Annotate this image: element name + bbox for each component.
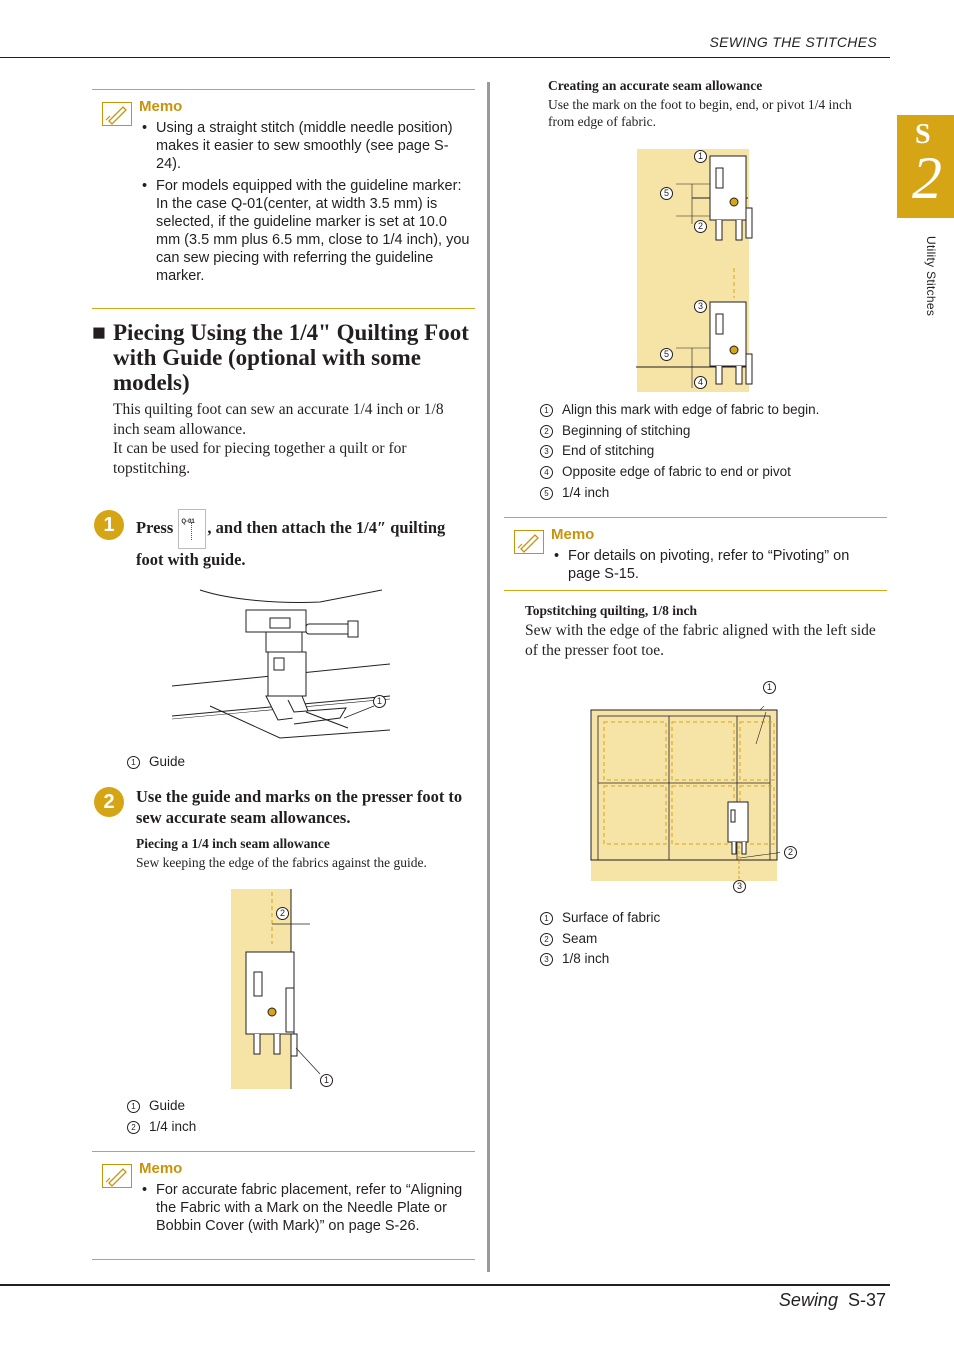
footer-rule — [0, 1284, 890, 1286]
stitch-key-q01[interactable] — [178, 509, 206, 549]
chapter-tab-number: 2 — [912, 145, 942, 211]
legend-item — [540, 441, 819, 462]
legend-label: 1/8 inch — [562, 951, 610, 967]
column-divider — [487, 82, 490, 1272]
callout-align-mark: 1 — [694, 150, 707, 163]
memo-title: Memo — [139, 1160, 183, 1177]
legend-item — [127, 1117, 196, 1138]
subsection-body: Sew with the edge of the fabric aligned with the left side of the presser foot toe. — [525, 622, 876, 659]
legend-item — [540, 462, 819, 483]
memo-note-icon — [102, 1164, 132, 1188]
memo-list — [142, 1181, 464, 1235]
legend-number: 5 — [540, 487, 553, 500]
legend-item — [127, 752, 185, 773]
subsection-body: Sew keeping the edge of the fabrics against the guide. — [136, 855, 427, 870]
callout-end-stitching: 3 — [694, 300, 707, 313]
memo-item: • For models equipped with the guideline marker: In the case Q-01(center, at width 3.5 mm) is selected, if the guideline marker is set at 10.0 mm (3.5 mm plus 6.5 mm, close to 1/4 inch), you can sew piecing with referring the guideline marker. — [142, 177, 472, 285]
legend-label: End of stitching — [562, 443, 655, 459]
memo-item: • For details on pivoting, refer to “Pivoting” on page S-15. — [554, 547, 874, 583]
callout-eighth-inch: 3 — [733, 880, 746, 893]
stitch-key-label: Q-01 — [181, 519, 195, 525]
step-instruction — [136, 509, 476, 570]
legend-item — [540, 400, 819, 421]
stitch-key-line-icon — [191, 522, 193, 540]
callout-guide: 1 — [320, 1074, 333, 1087]
memo-title: Memo — [551, 526, 595, 543]
quilting-foot-illustration — [170, 588, 392, 744]
legend-number: 3 — [540, 953, 553, 966]
memo-title: Memo — [139, 98, 183, 115]
legend-item — [540, 949, 660, 970]
legend-label: 1/4 inch — [562, 484, 610, 500]
memo-note-icon — [102, 102, 132, 126]
memo-box — [92, 89, 475, 309]
legend-label: Guide — [149, 754, 186, 769]
section-heading: Piecing Using the 1/4" Quilting Foot with Guide (optional with some models) — [113, 320, 469, 395]
page-number: S-37 — [847, 1290, 886, 1310]
step1-text-before: Press — [136, 518, 174, 537]
memo-item: • Using a straight stitch (middle needle position) makes it easier to sew smoothly (see page S-24). — [142, 119, 472, 173]
step-instruction: Use the guide and marks on the presser foot to sew accurate seam allowances. — [136, 787, 463, 827]
legend-number: 3 — [540, 445, 553, 458]
chapter-tab-letter: S — [915, 119, 931, 150]
legend-label: 1/4 inch — [149, 1118, 197, 1134]
callout-guide: 1 — [373, 695, 386, 708]
legend-item — [540, 908, 660, 929]
memo-item: • For accurate fabric placement, refer to “Aligning the Fabric with a Mark on the Needle Plate or Bobbin Cover (with Mark)” on page S-26. — [142, 1181, 464, 1235]
legend-label: Align this mark with edge of fabric to begin. — [562, 402, 820, 417]
callout-fabric-surface: 1 — [763, 681, 776, 694]
legend — [540, 400, 819, 504]
legend-number: 2 — [127, 1121, 140, 1134]
legend-item — [127, 1096, 196, 1117]
memo-list — [554, 547, 874, 583]
memo-note-icon — [514, 530, 544, 554]
memo-box — [504, 517, 887, 591]
step1-text-after: , and then attach the 1/4″ quilting foot with guide. — [136, 518, 446, 569]
running-header: SEWING THE STITCHES — [709, 34, 877, 50]
legend-number: 1 — [127, 756, 140, 769]
seam-allowance-illustration — [636, 148, 756, 394]
legend-number: 1 — [540, 404, 553, 417]
callout-quarter-inch: 5 — [660, 348, 673, 361]
page-footer — [779, 1290, 886, 1311]
legend-label: Opposite edge of fabric to end or pivot — [562, 464, 791, 480]
section-marker: ■ — [92, 320, 106, 345]
subsection-title: Piecing a 1/4 inch seam allowance — [136, 836, 330, 851]
step-number: 2 — [94, 787, 124, 817]
legend-number: 1 — [540, 912, 553, 925]
footer-chapter: Sewing — [778, 1290, 838, 1310]
legend-number: 1 — [127, 1100, 140, 1113]
legend-label: Surface of fabric — [562, 910, 661, 925]
callout-seam: 2 — [784, 846, 797, 859]
side-section-label: Utility Stitches — [924, 236, 938, 317]
legend-item — [540, 483, 819, 504]
legend-number: 2 — [540, 425, 553, 438]
header-rule — [0, 57, 890, 58]
legend-item — [540, 929, 660, 950]
step-number: 1 — [94, 510, 124, 540]
section-intro: This quilting foot can sew an accurate 1/4 inch or 1/8 inch seam allowance. It can be used for piecing together a quilt or for topstitching. — [113, 401, 444, 477]
legend — [540, 908, 660, 970]
legend-label: Guide — [149, 1098, 186, 1113]
legend — [127, 752, 185, 773]
callout-opposite-edge: 4 — [694, 376, 707, 389]
callout-quarter-inch: 5 — [660, 187, 673, 200]
topstitching-illustration — [590, 706, 780, 882]
callout-quarter-inch: 2 — [276, 907, 289, 920]
legend-label: Beginning of stitching — [562, 422, 691, 438]
legend-item — [540, 421, 819, 442]
subsection-title: Creating an accurate seam allowance — [548, 78, 763, 93]
callout-begin-stitching: 2 — [694, 220, 707, 233]
legend-label: Seam — [562, 930, 598, 946]
memo-box — [92, 1151, 475, 1260]
memo-list — [142, 119, 472, 285]
subsection-body: Use the mark on the foot to begin, end, or pivot 1/4 inch from edge of fabric. — [548, 97, 852, 129]
legend-number: 4 — [540, 466, 553, 479]
subsection-title: Topstitching quilting, 1/8 inch — [525, 603, 698, 618]
legend — [127, 1096, 196, 1137]
legend-number: 2 — [540, 933, 553, 946]
